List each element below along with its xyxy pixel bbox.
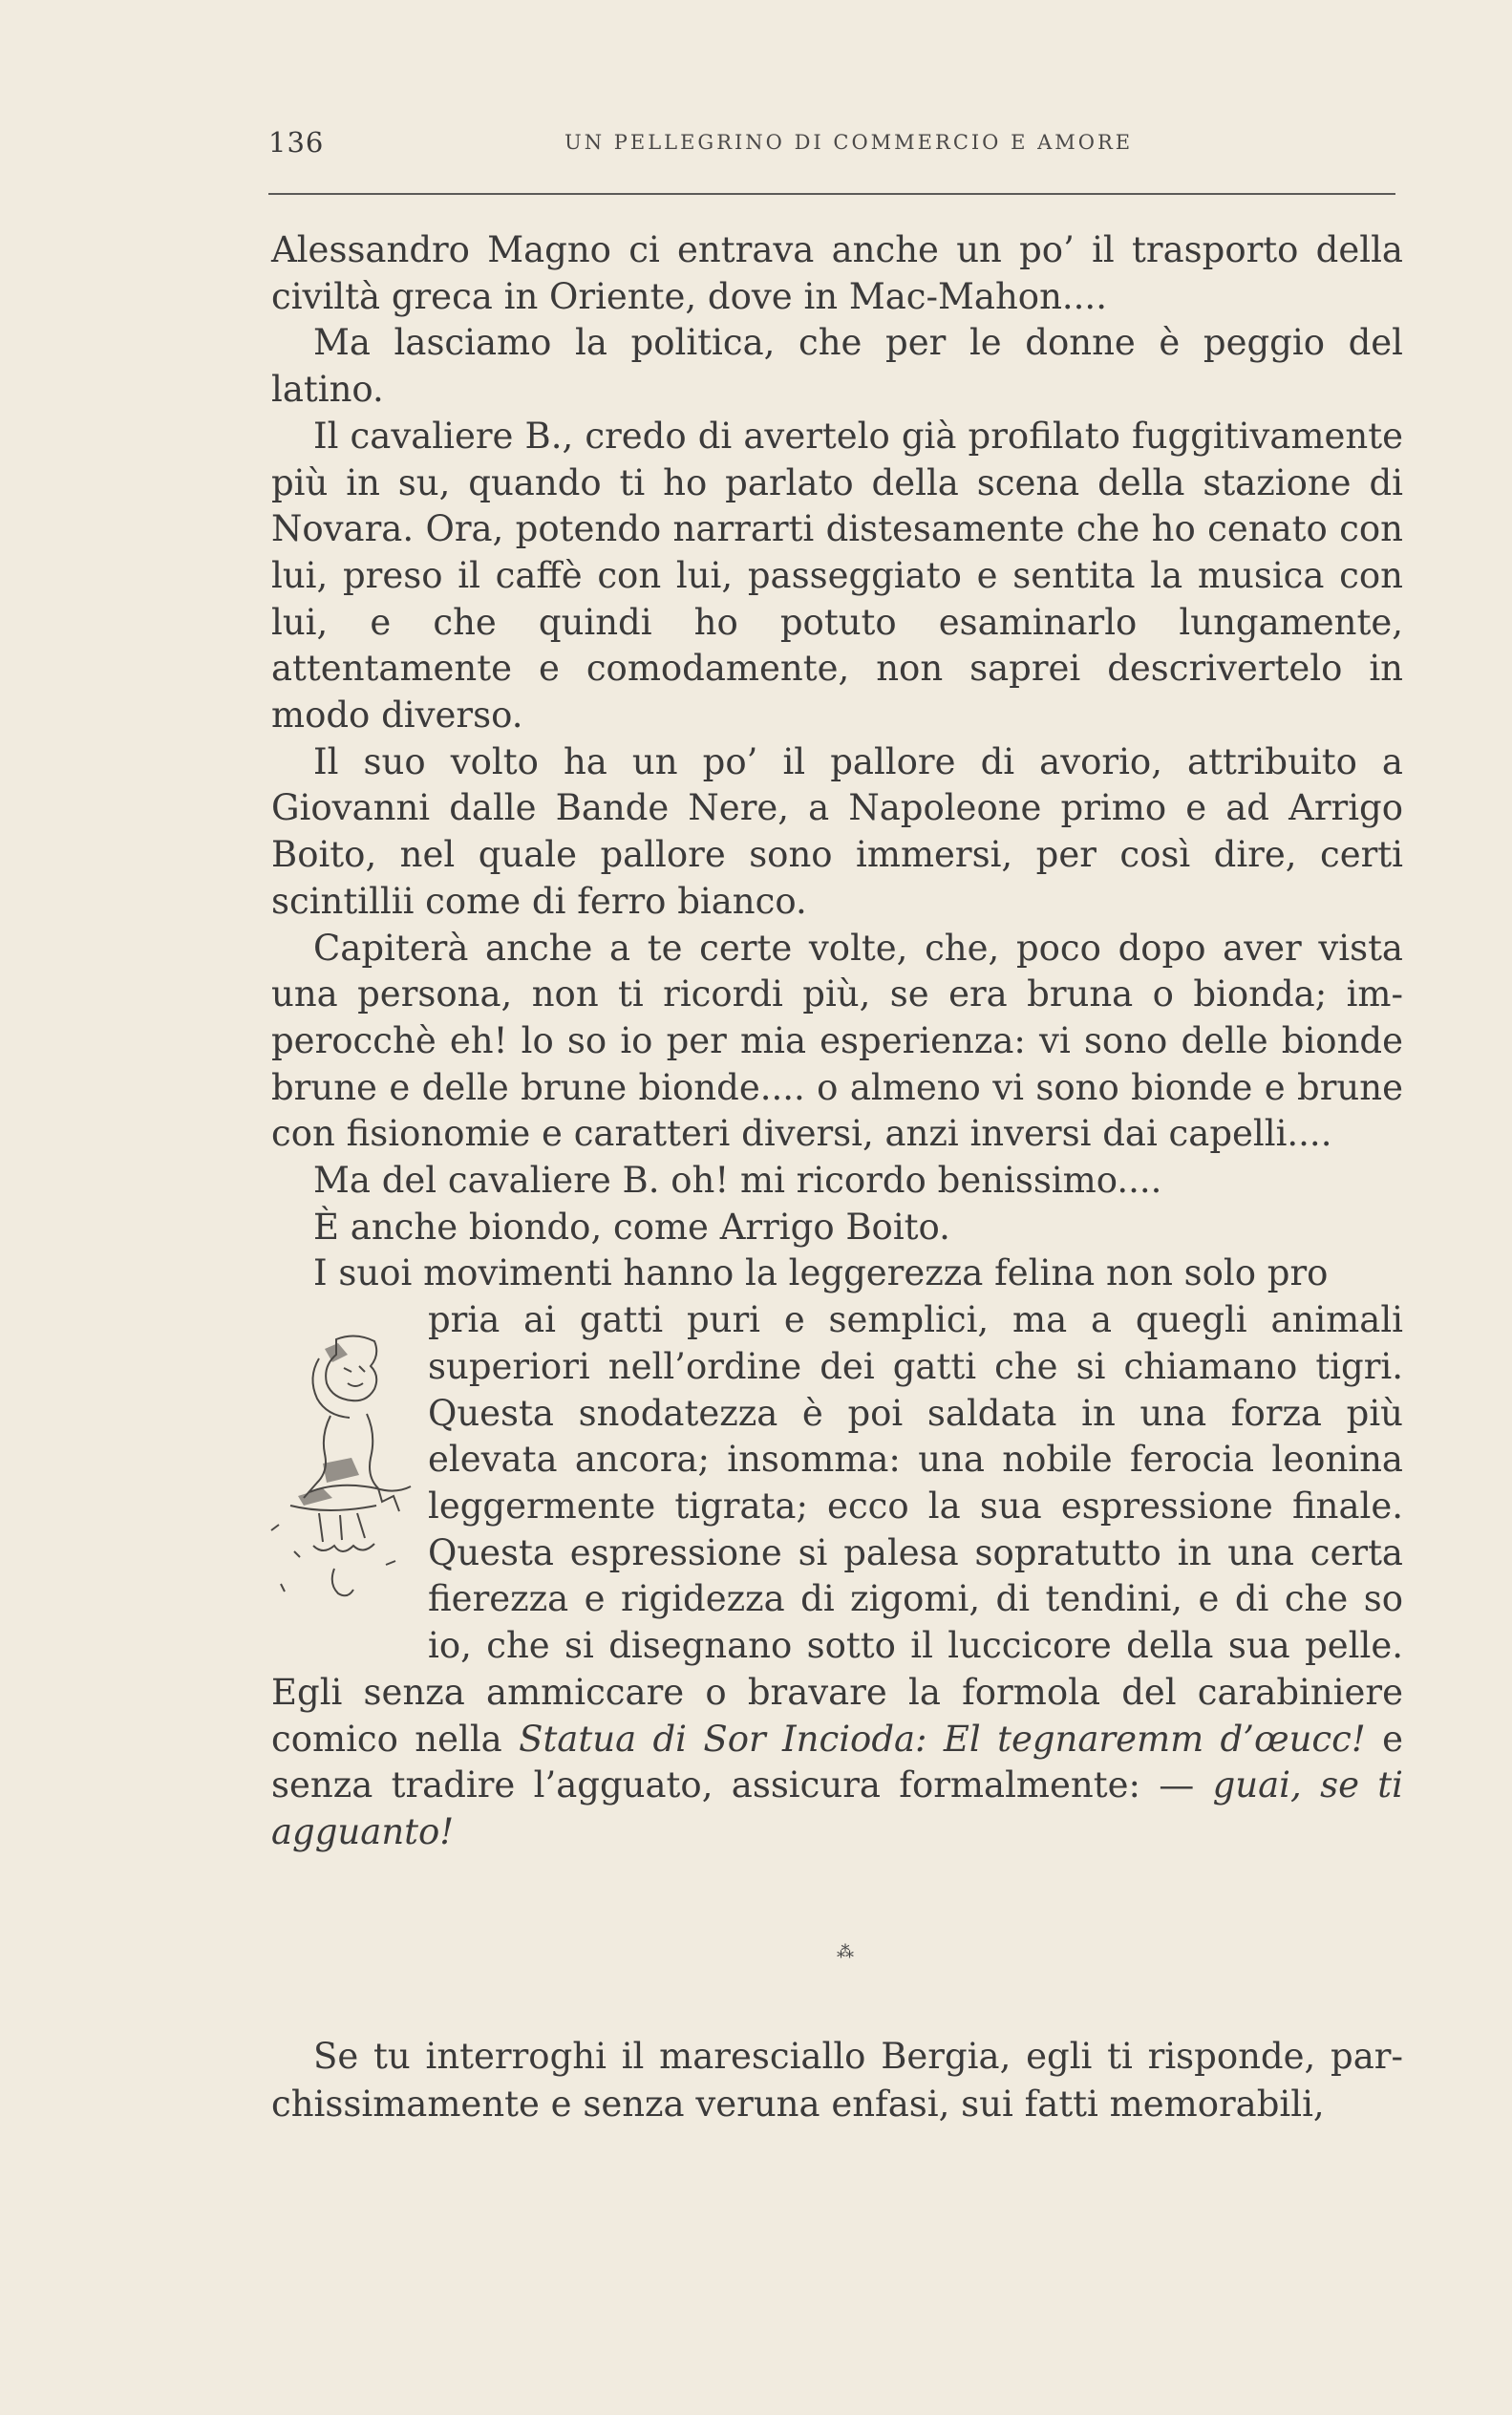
paragraph-text: e senza tradire l’agguato, assicura formalmente: — xyxy=(271,1718,1403,1806)
asterism-divider: ⁂ xyxy=(837,1942,854,1962)
final-text xyxy=(271,2033,1403,2128)
paragraph: Il suo volto ha un po’ il pallore di avorio, attribuito a Giovanni dalle Bande Nere, a Napoleone primo e ad Arrigo Boito, nel quale pallore sono immersi, per così dire, certi scintillii come di ferro bianco. xyxy=(271,740,1403,922)
page-number: 136 xyxy=(268,126,325,159)
running-title: UN PELLEGRINO DI COMMERCIO E AMORE xyxy=(564,131,1134,154)
page-header xyxy=(268,126,1395,164)
paragraph: Ma del cavaliere B. oh! mi ricordo benissimo.... xyxy=(313,1160,1162,1202)
illustration-vignette xyxy=(252,1301,418,1624)
paragraph: È anche biondo, come Arrigo Boito. xyxy=(313,1206,950,1248)
italic-quote: guai, se ti agguanto! xyxy=(271,1764,1403,1852)
italic-quote: Statua di Sor Incioda: El tegnaremm d’œucc! xyxy=(519,1718,1366,1760)
body-text xyxy=(271,227,1403,1856)
header-rule xyxy=(268,193,1395,195)
sketch-figure-icon xyxy=(252,1301,418,1624)
paragraph: Alessandro Magno ci entrava anche un po’ il trasporto della civiltà greca in Oriente, dove in Mac-Mahon.... xyxy=(271,229,1403,317)
paragraph: I suoi movimenti hanno la leggerezza felina non solo pro xyxy=(313,1252,1329,1294)
paragraph: Capiterà anche a te certe volte, che, poco dopo aver vista una persona, non ti ricordi più, se era bruna o bionda; imperocchè eh! lo so io per mia esperienza: vi sono delle bionde brune e delle brune bionde.... o almeno vi sono bionde e brune con fisionomie e caratteri diversi, anzi inversi dai capelli.... xyxy=(271,927,1403,1155)
paragraph: Il cavaliere B., credo di avertelo già profilato fuggitivamente più in su, quando ti ho parlato della scena della stazione di Novara. Ora, potendo narrarti distesamente che ho cenato con lui, preso il caffè con lui, passeggiato e sentita la musica con lui, e che quindi ho potuto esaminarlo lungamente, attentamente e comodamente, non saprei descrivertelo in modo diverso. xyxy=(271,415,1403,737)
paragraph: Ma lasciamo la politica, che per le donne è peggio del latino. xyxy=(271,322,1403,411)
paragraph-with-italics xyxy=(271,1297,1403,1855)
paragraph-text: pria ai gatti puri e semplici, ma a quegli animali superiori nell’ordine dei gatti che si chiamano tigri. Questa snodatezza è poi saldata in una forza più elevata ancora; insomma: una nobile ferocia leonina leggermente tigrata; ecco la sua espressione finale. Questa espressione si palesa sopratutto in una certa fierezza e rigidezza di zigomi, di tendini, e di che so io, che si disegnano sotto il luccicore della sua pelle. Egli senza ammiccare o bravare la formola del carabiniere comico nella xyxy=(271,1299,1403,1760)
paragraph: Se tu interroghi il maresciallo Bergia, egli ti risponde, parchissimamente e senza veruna enfasi, sui fatti memorabili, xyxy=(271,2036,1403,2125)
